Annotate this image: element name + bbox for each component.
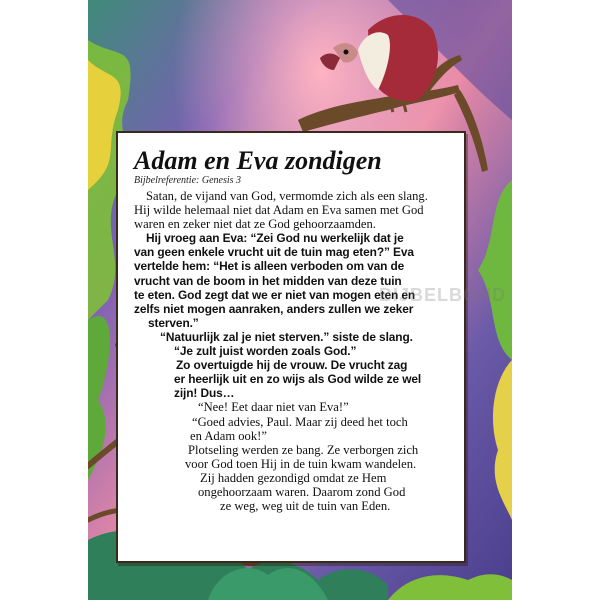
illustrated-story-page [88, 0, 512, 600]
story-line: “Je zult juist worden zoals God.” [174, 344, 357, 359]
story-line: Satan, de vijand van God, vermomde zich als een slang. [146, 189, 428, 203]
story-line: Zij hadden gezondigd omdat ze Hem [200, 470, 387, 485]
story-line: voor God toen Hij in de tuin kwam wandelen. [185, 456, 417, 471]
publisher-watermark: BIJBELBOND [379, 285, 507, 305]
bible-reference: Bijbelreferentie: Genesis 3 [134, 175, 242, 186]
story-line: “Goed advies, Paul. Maar zij deed het toch [192, 414, 408, 429]
story-line: Hij vroeg aan Eva: “Zei God nu werkelijk dat je [146, 231, 404, 246]
story-line: “Nee! Eet daar niet van Eva!” [198, 400, 349, 415]
story-line: Hij wilde helemaal niet dat Adam en Eva samen met God [134, 203, 424, 218]
story-line: Zo overtuigde hij de vrouw. De vrucht zag [176, 358, 408, 373]
story-line: “Natuurlijk zal je niet sterven.” siste de slang. [160, 329, 413, 344]
story-line: zelfs niet mogen aanraken, anders zullen we zeker [134, 301, 414, 316]
story-body [134, 189, 458, 513]
story-line: waren en zeker niet dat ze God gehoorzaamden. [134, 217, 376, 232]
story-line: vertelde hem: “Het is alleen verboden om van de [134, 259, 405, 274]
story-line: vrucht van de boom in het midden van deze tuin [134, 273, 402, 288]
story-title: Adam en Eva zondigen [134, 146, 382, 175]
story-line: te eten. God zegt dat we er niet van mogen eten en [134, 287, 416, 302]
story-line: ongehoorzaam waren. Daarom zond God [198, 484, 406, 499]
story-line: ze weg, weg uit de tuin van Eden. [220, 499, 391, 514]
story-text-panel [116, 131, 466, 563]
story-line: sterven.” [148, 315, 199, 330]
story-line: en Adam ook!” [190, 428, 267, 443]
story-line: zijn! Dus… [174, 386, 235, 401]
story-line: er heerlijk uit en zo wijs als God wilde ze wel [174, 372, 422, 387]
story-line: Plotseling werden ze bang. Ze verborgen zich [188, 442, 419, 457]
story-line: van geen enkele vrucht uit de tuin mag eten?” Eva [134, 245, 414, 260]
